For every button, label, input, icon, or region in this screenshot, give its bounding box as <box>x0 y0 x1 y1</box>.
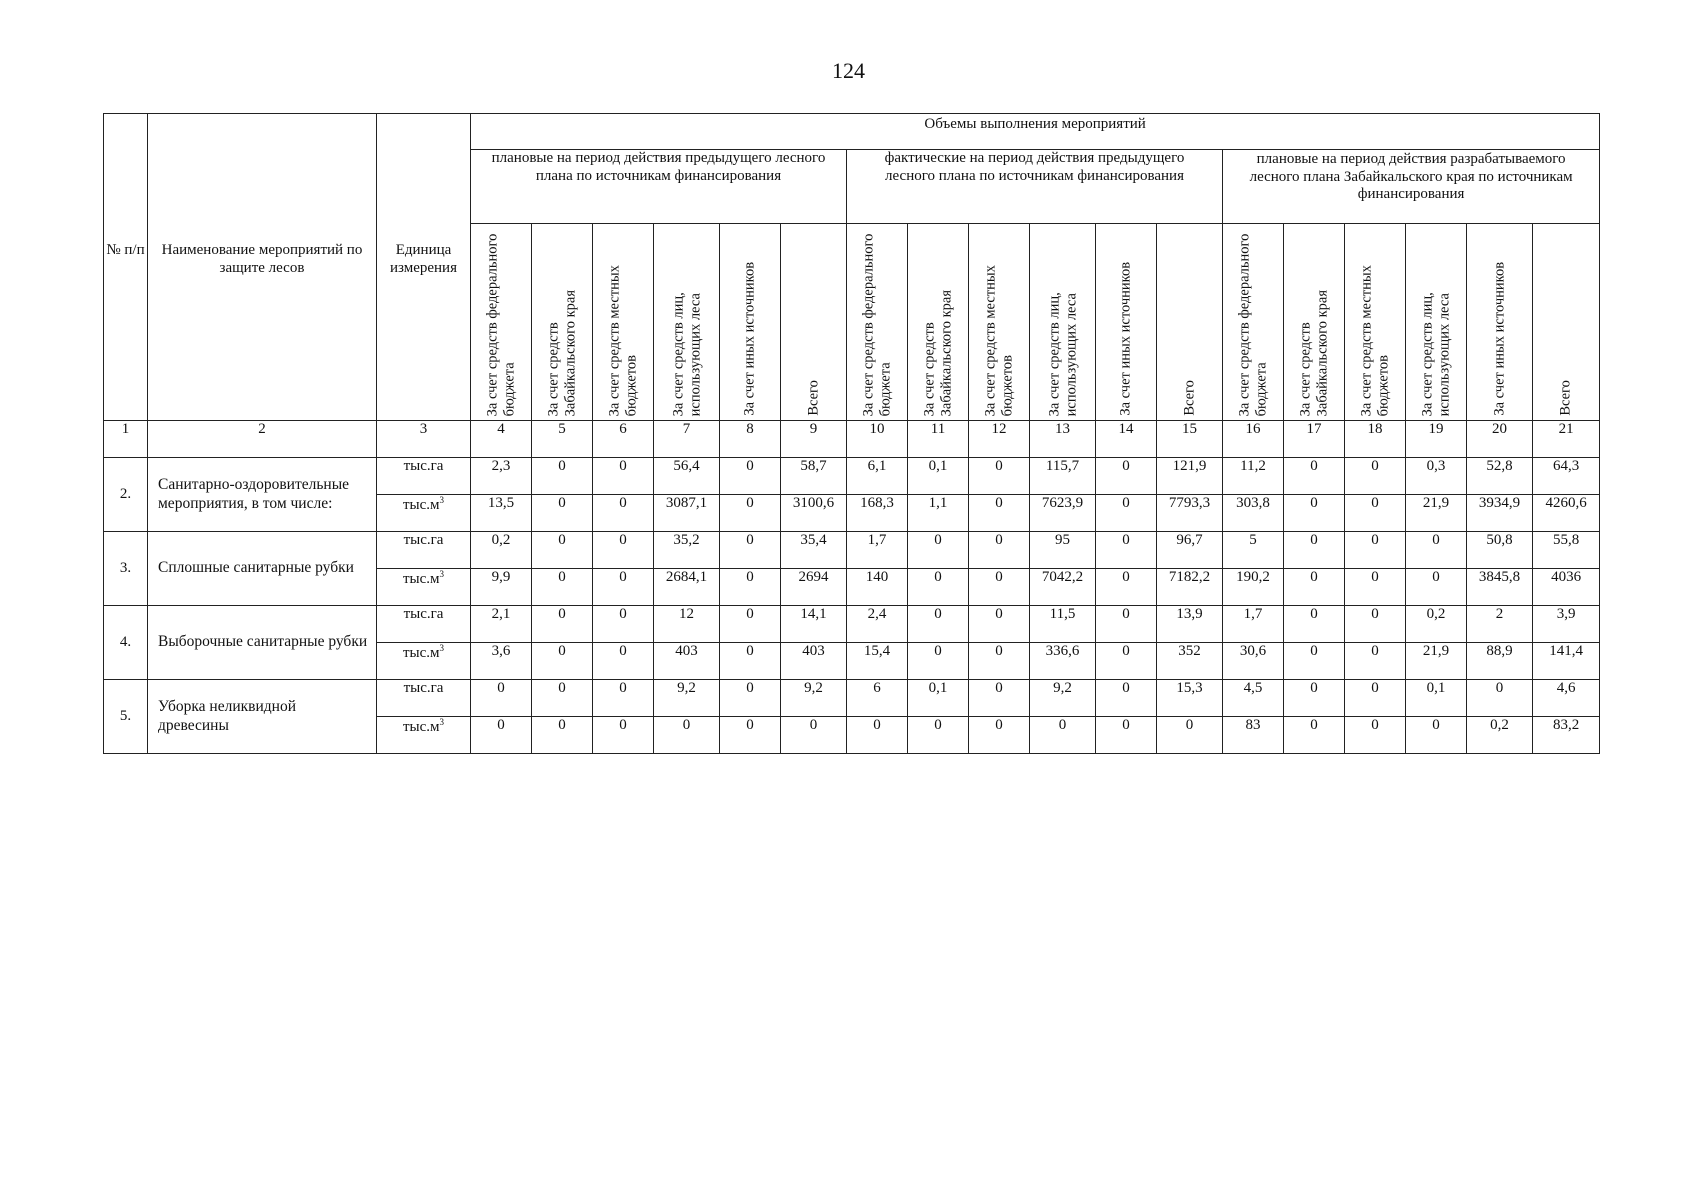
unit-thousand-hectares: тыс.га <box>377 606 471 643</box>
value-cell: 168,3 <box>847 495 908 532</box>
value-cell: 0 <box>720 532 781 569</box>
value-cell: 0 <box>593 680 654 717</box>
column-number: 3 <box>377 421 471 458</box>
source-label: За счет иных источников <box>741 262 758 416</box>
value-cell: 0,2 <box>471 532 532 569</box>
value-cell: 0 <box>720 680 781 717</box>
value-cell: 2,4 <box>847 606 908 643</box>
source-label: Всего <box>805 380 822 416</box>
value-cell: 4,6 <box>1533 680 1600 717</box>
header-name: Наименование мероприятий по защите лесов <box>148 114 377 421</box>
value-cell: 64,3 <box>1533 458 1600 495</box>
value-cell: 58,7 <box>781 458 847 495</box>
value-cell: 7042,2 <box>1030 569 1096 606</box>
source-label: Всего <box>1181 380 1198 416</box>
value-cell: 1,7 <box>847 532 908 569</box>
unit-base: тыс.м <box>402 719 440 735</box>
value-cell: 0 <box>1284 717 1345 754</box>
column-number: 16 <box>1223 421 1284 458</box>
value-cell: 0,3 <box>1406 458 1467 495</box>
column-number: 20 <box>1467 421 1533 458</box>
value-cell: 0 <box>1096 458 1157 495</box>
value-cell: 2,1 <box>471 606 532 643</box>
source-label: За счет средств лиц, использующих леса <box>669 291 703 416</box>
value-cell: 83 <box>1223 717 1284 754</box>
value-cell: 0 <box>969 495 1030 532</box>
value-cell: 4,5 <box>1223 680 1284 717</box>
unit-thousand-cubic-meters <box>377 569 471 606</box>
value-cell: 0 <box>532 606 593 643</box>
value-cell: 0 <box>1096 532 1157 569</box>
source-label: Всего <box>1557 380 1574 416</box>
value-cell: 2 <box>1467 606 1533 643</box>
header-source-g1-2 <box>532 224 593 421</box>
column-number: 1 <box>104 421 148 458</box>
value-cell: 30,6 <box>1223 643 1284 680</box>
column-number: 17 <box>1284 421 1345 458</box>
value-cell: 0 <box>908 717 969 754</box>
value-cell: 0 <box>1096 680 1157 717</box>
value-cell: 1,1 <box>908 495 969 532</box>
header-source-g1-6 <box>781 224 847 421</box>
value-cell: 35,4 <box>781 532 847 569</box>
unit-thousand-hectares: тыс.га <box>377 532 471 569</box>
value-cell: 13,9 <box>1157 606 1223 643</box>
value-cell: 96,7 <box>1157 532 1223 569</box>
source-label: За счет средств лиц, использующих леса <box>1045 291 1079 416</box>
value-cell: 15,3 <box>1157 680 1223 717</box>
value-cell: 403 <box>781 643 847 680</box>
value-cell: 55,8 <box>1533 532 1600 569</box>
value-cell: 0,2 <box>1467 717 1533 754</box>
value-cell: 14,1 <box>781 606 847 643</box>
column-number: 11 <box>908 421 969 458</box>
activity-name: Санитарно-оздоровительные мероприятия, в том числе: <box>148 458 377 532</box>
value-cell: 9,2 <box>654 680 720 717</box>
value-cell: 3,6 <box>471 643 532 680</box>
header-source-g3-3 <box>1345 224 1406 421</box>
value-cell: 0 <box>1284 643 1345 680</box>
header-source-g3-2 <box>1284 224 1345 421</box>
source-label: За счет средств местных бюджетов <box>1358 264 1391 416</box>
header-source-g1-4 <box>654 224 720 421</box>
value-cell: 0 <box>1284 532 1345 569</box>
activity-name: Выборочные санитарные рубки <box>148 606 377 680</box>
column-number: 19 <box>1406 421 1467 458</box>
unit-thousand-hectares: тыс.га <box>377 458 471 495</box>
value-cell: 0 <box>1096 643 1157 680</box>
value-cell: 0 <box>593 495 654 532</box>
value-cell: 115,7 <box>1030 458 1096 495</box>
value-cell: 0 <box>593 532 654 569</box>
value-cell: 9,9 <box>471 569 532 606</box>
value-cell: 0 <box>908 569 969 606</box>
source-label: За счет средств местных бюджетов <box>606 264 639 416</box>
value-cell: 190,2 <box>1223 569 1284 606</box>
value-cell: 0 <box>908 643 969 680</box>
value-cell: 0,1 <box>908 680 969 717</box>
value-cell: 7182,2 <box>1157 569 1223 606</box>
value-cell: 1,7 <box>1223 606 1284 643</box>
header-group-plan-previous: плановые на период действия предыдущего лесного плана по источникам финансирования <box>471 150 847 224</box>
value-cell: 0 <box>720 569 781 606</box>
value-cell: 0,1 <box>1406 680 1467 717</box>
row-number: 4. <box>104 606 148 680</box>
column-number: 6 <box>593 421 654 458</box>
value-cell: 0 <box>1345 680 1406 717</box>
value-cell: 0 <box>1467 680 1533 717</box>
value-cell: 0 <box>1030 717 1096 754</box>
header-source-g2-3 <box>969 224 1030 421</box>
header-source-g2-4 <box>1030 224 1096 421</box>
column-number: 18 <box>1345 421 1406 458</box>
source-label: За счет иных источников <box>1491 262 1508 416</box>
value-cell: 0 <box>1406 569 1467 606</box>
value-cell: 0 <box>969 717 1030 754</box>
value-cell: 3,9 <box>1533 606 1600 643</box>
header-group-fact-previous: фактические на период действия предыдущего лесного плана по источникам финансирования <box>847 150 1223 224</box>
column-number: 2 <box>148 421 377 458</box>
header-num: № п/п <box>104 114 148 421</box>
value-cell: 0 <box>593 717 654 754</box>
value-cell: 0 <box>720 495 781 532</box>
unit-thousand-cubic-meters <box>377 643 471 680</box>
value-cell: 0 <box>532 569 593 606</box>
value-cell: 0 <box>1406 717 1467 754</box>
value-cell: 403 <box>654 643 720 680</box>
value-cell: 0 <box>969 680 1030 717</box>
table-row <box>104 680 1600 717</box>
source-label: За счет средств Забайкальского края <box>921 289 954 416</box>
source-label: За счет средств федерального бюджета <box>484 233 517 416</box>
value-cell: 56,4 <box>654 458 720 495</box>
value-cell: 7623,9 <box>1030 495 1096 532</box>
activity-name: Сплошные санитарные рубки <box>148 532 377 606</box>
value-cell: 0 <box>593 569 654 606</box>
source-label: За счет иных источников <box>1117 262 1134 416</box>
value-cell: 4260,6 <box>1533 495 1600 532</box>
column-number: 8 <box>720 421 781 458</box>
value-cell: 0 <box>781 717 847 754</box>
column-number: 7 <box>654 421 720 458</box>
forest-protection-table <box>103 113 1600 754</box>
table-row <box>104 458 1600 495</box>
value-cell: 0 <box>969 458 1030 495</box>
value-cell: 3100,6 <box>781 495 847 532</box>
column-number: 15 <box>1157 421 1223 458</box>
header-group-plan-new: плановые на период действия разрабатываемого лесного плана Забайкальского края по источникам финансирования <box>1223 150 1600 224</box>
row-number: 5. <box>104 680 148 754</box>
column-number: 10 <box>847 421 908 458</box>
value-cell: 0 <box>720 458 781 495</box>
source-label: За счет средств лиц, использующих леса <box>1419 291 1452 416</box>
value-cell: 0 <box>1345 717 1406 754</box>
value-cell: 2694 <box>781 569 847 606</box>
header-source-g3-5 <box>1467 224 1533 421</box>
value-cell: 11,2 <box>1223 458 1284 495</box>
unit-base: тыс.м <box>402 571 440 587</box>
value-cell: 9,2 <box>781 680 847 717</box>
value-cell: 0 <box>969 643 1030 680</box>
header-source-g2-1 <box>847 224 908 421</box>
value-cell: 0 <box>720 606 781 643</box>
value-cell: 0 <box>908 532 969 569</box>
value-cell: 3934,9 <box>1467 495 1533 532</box>
value-cell: 0 <box>1096 495 1157 532</box>
header-unit: Единица измерения <box>377 114 471 421</box>
value-cell: 3845,8 <box>1467 569 1533 606</box>
column-number: 14 <box>1096 421 1157 458</box>
value-cell: 0 <box>720 717 781 754</box>
value-cell: 0 <box>593 458 654 495</box>
header-source-g2-2 <box>908 224 969 421</box>
unit-thousand-cubic-meters <box>377 495 471 532</box>
column-number: 12 <box>969 421 1030 458</box>
value-cell: 141,4 <box>1533 643 1600 680</box>
header-source-g3-1 <box>1223 224 1284 421</box>
value-cell: 0 <box>1096 569 1157 606</box>
column-number: 21 <box>1533 421 1600 458</box>
value-cell: 303,8 <box>1223 495 1284 532</box>
value-cell: 0 <box>471 717 532 754</box>
value-cell: 0 <box>1284 606 1345 643</box>
value-cell: 88,9 <box>1467 643 1533 680</box>
value-cell: 0 <box>1284 680 1345 717</box>
value-cell: 0 <box>654 717 720 754</box>
value-cell: 0 <box>1345 569 1406 606</box>
value-cell: 0 <box>471 680 532 717</box>
value-cell: 0 <box>1345 532 1406 569</box>
column-number: 9 <box>781 421 847 458</box>
unit-base: тыс.м <box>402 497 440 513</box>
value-cell: 5 <box>1223 532 1284 569</box>
page-number: 124 <box>832 58 865 83</box>
value-cell: 0 <box>593 643 654 680</box>
value-cell: 3087,1 <box>654 495 720 532</box>
value-cell: 0 <box>1345 606 1406 643</box>
header-source-g1-1 <box>471 224 532 421</box>
column-number: 4 <box>471 421 532 458</box>
value-cell: 0 <box>969 532 1030 569</box>
value-cell: 0 <box>1096 717 1157 754</box>
value-cell: 0 <box>1406 532 1467 569</box>
value-cell: 0 <box>969 569 1030 606</box>
value-cell: 35,2 <box>654 532 720 569</box>
column-number: 13 <box>1030 421 1096 458</box>
header-source-g1-3 <box>593 224 654 421</box>
unit-superscript: 3 <box>439 569 445 579</box>
value-cell: 0 <box>532 643 593 680</box>
row-number: 3. <box>104 532 148 606</box>
header-source-g1-5 <box>720 224 781 421</box>
source-label: За счет средств федерального бюджета <box>860 233 893 416</box>
header-source-g3-6 <box>1533 224 1600 421</box>
value-cell: 352 <box>1157 643 1223 680</box>
value-cell: 0 <box>969 606 1030 643</box>
header-source-g2-6 <box>1157 224 1223 421</box>
value-cell: 121,9 <box>1157 458 1223 495</box>
value-cell: 0 <box>1345 495 1406 532</box>
value-cell: 0 <box>532 458 593 495</box>
value-cell: 336,6 <box>1030 643 1096 680</box>
source-label: За счет средств Забайкальского края <box>545 289 578 416</box>
header-volumes: Объемы выполнения мероприятий <box>471 114 1600 150</box>
value-cell: 15,4 <box>847 643 908 680</box>
row-number: 2. <box>104 458 148 532</box>
value-cell: 0 <box>1284 569 1345 606</box>
value-cell: 6,1 <box>847 458 908 495</box>
value-cell: 0 <box>1284 495 1345 532</box>
value-cell: 0 <box>532 717 593 754</box>
value-cell: 95 <box>1030 532 1096 569</box>
value-cell: 0 <box>1096 606 1157 643</box>
source-label: За счет средств федерального бюджета <box>1236 233 1269 416</box>
unit-thousand-cubic-meters <box>377 717 471 754</box>
value-cell: 21,9 <box>1406 495 1467 532</box>
value-cell: 12 <box>654 606 720 643</box>
value-cell: 50,8 <box>1467 532 1533 569</box>
table-row <box>104 606 1600 643</box>
value-cell: 83,2 <box>1533 717 1600 754</box>
value-cell: 0 <box>847 717 908 754</box>
value-cell: 4036 <box>1533 569 1600 606</box>
unit-superscript: 3 <box>439 717 445 727</box>
column-number: 5 <box>532 421 593 458</box>
value-cell: 2,3 <box>471 458 532 495</box>
value-cell: 0,2 <box>1406 606 1467 643</box>
value-cell: 0 <box>908 606 969 643</box>
value-cell: 2684,1 <box>654 569 720 606</box>
value-cell: 0 <box>532 495 593 532</box>
value-cell: 0 <box>1157 717 1223 754</box>
value-cell: 9,2 <box>1030 680 1096 717</box>
value-cell: 11,5 <box>1030 606 1096 643</box>
value-cell: 0 <box>593 606 654 643</box>
value-cell: 21,9 <box>1406 643 1467 680</box>
table-row <box>104 532 1600 569</box>
source-label: За счет средств Забайкальского края <box>1297 289 1330 416</box>
unit-superscript: 3 <box>439 495 445 505</box>
value-cell: 6 <box>847 680 908 717</box>
unit-superscript: 3 <box>439 643 445 653</box>
unit-base: тыс.м <box>402 645 440 661</box>
value-cell: 0 <box>532 532 593 569</box>
value-cell: 0 <box>532 680 593 717</box>
value-cell: 0,1 <box>908 458 969 495</box>
unit-thousand-hectares: тыс.га <box>377 680 471 717</box>
header-source-g2-5 <box>1096 224 1157 421</box>
value-cell: 13,5 <box>471 495 532 532</box>
header-source-g3-4 <box>1406 224 1467 421</box>
value-cell: 52,8 <box>1467 458 1533 495</box>
value-cell: 140 <box>847 569 908 606</box>
value-cell: 0 <box>1345 643 1406 680</box>
activity-name: Уборка неликвидной древесины <box>148 680 377 754</box>
value-cell: 0 <box>1284 458 1345 495</box>
value-cell: 7793,3 <box>1157 495 1223 532</box>
value-cell: 0 <box>1345 458 1406 495</box>
value-cell: 0 <box>720 643 781 680</box>
source-label: За счет средств местных бюджетов <box>982 264 1015 416</box>
